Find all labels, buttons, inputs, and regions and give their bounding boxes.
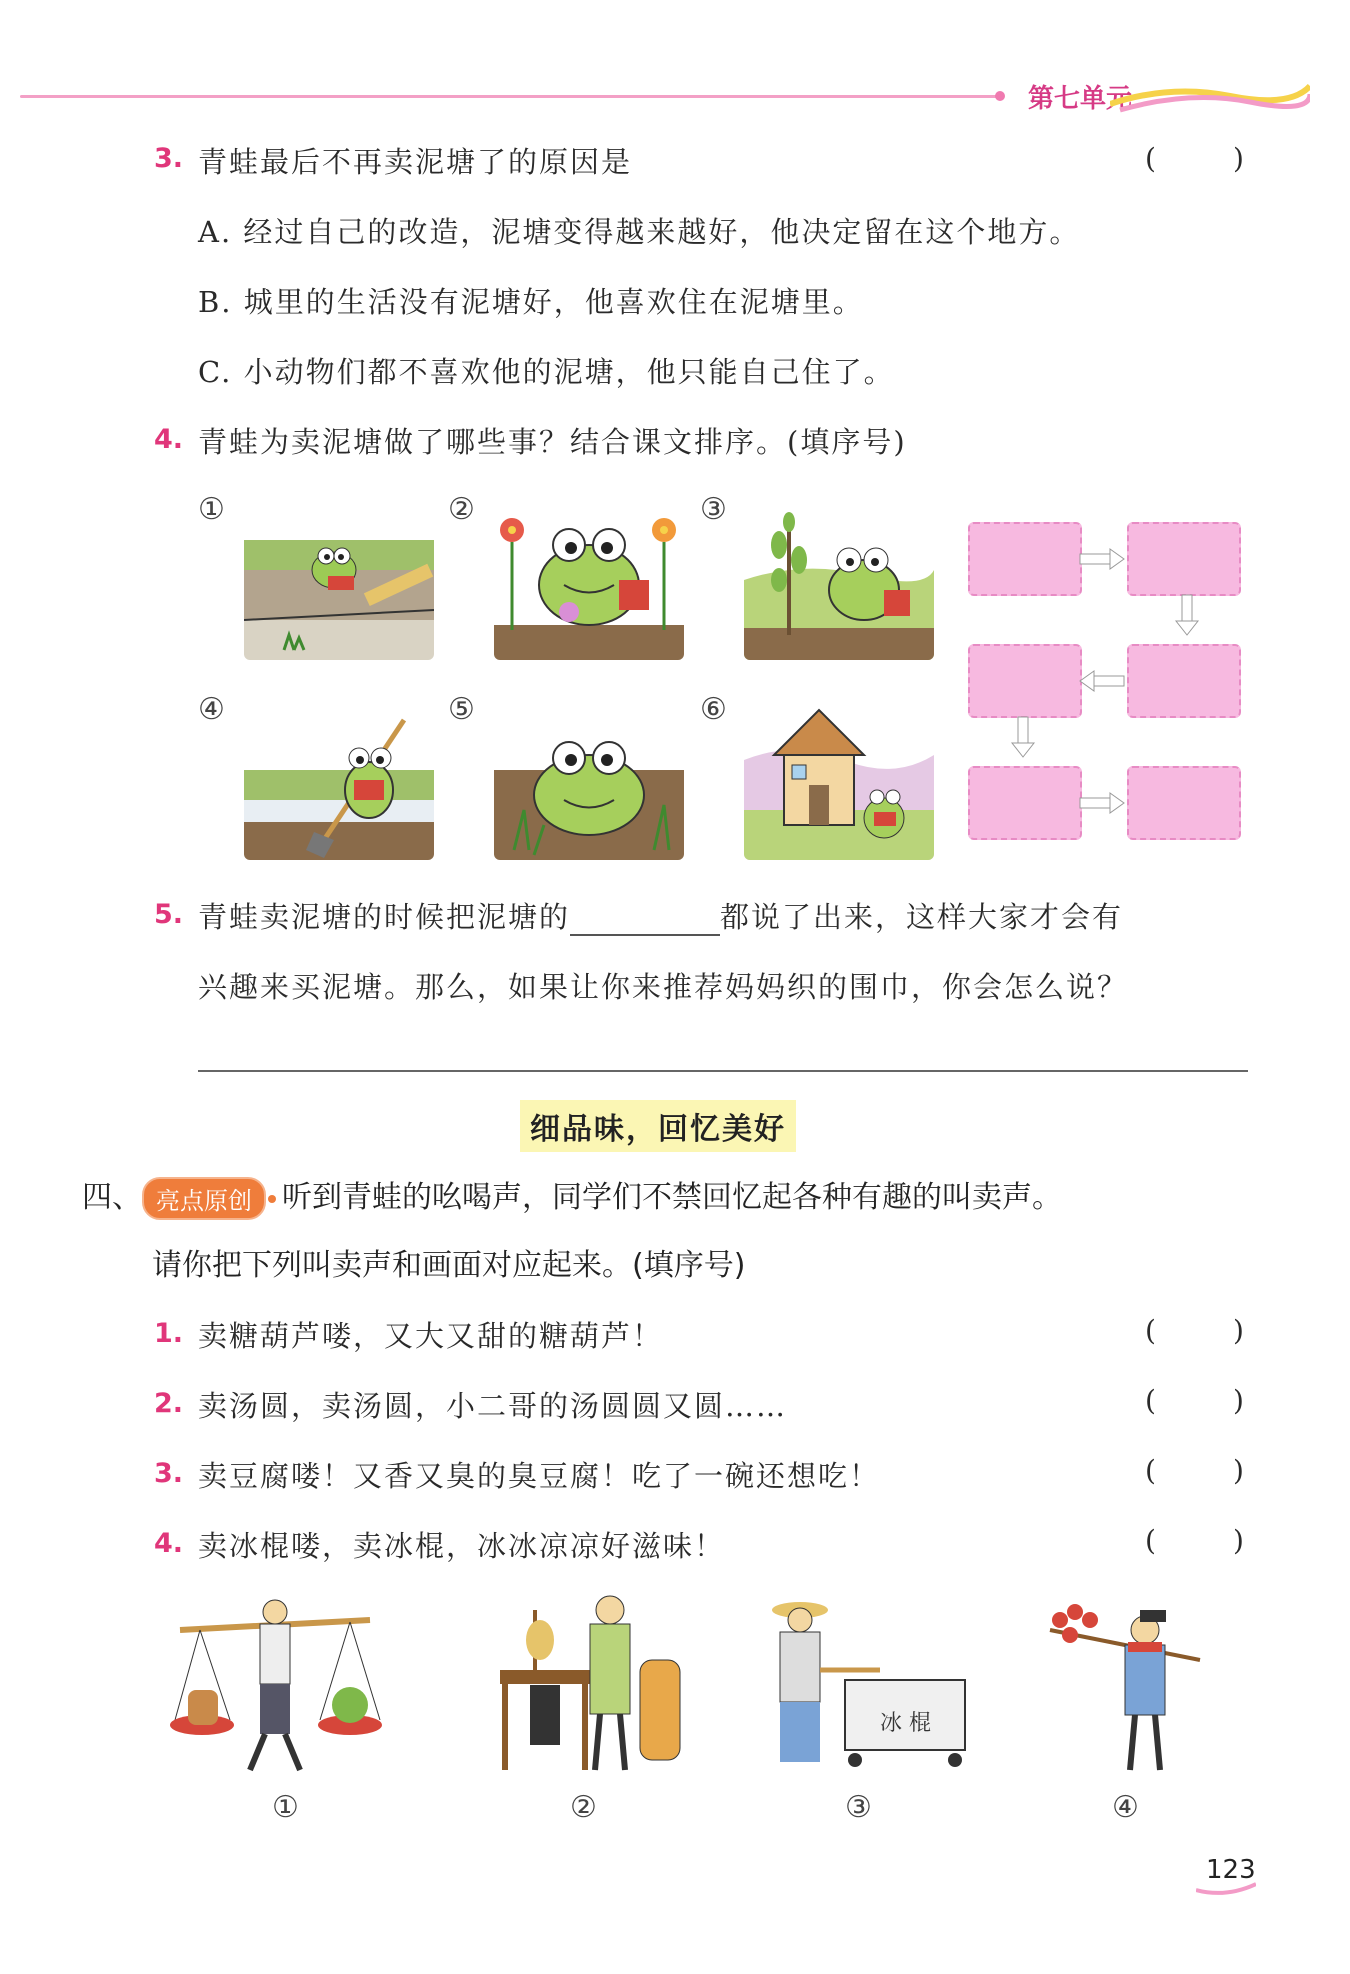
q4-text: 青蛙为卖泥塘做了哪些事？结合课文排序。(填序号) — [198, 425, 907, 459]
item-1-paren-close: ) — [1233, 1314, 1244, 1347]
q3-number: 3. — [154, 143, 184, 174]
q3-option-b: B. 城里的生活没有泥塘好，他喜欢住在泥塘里。 — [198, 285, 864, 319]
q4-number: 4. — [154, 424, 184, 455]
unit-label: 第七单元 — [1028, 84, 1133, 114]
frog-in-grass-icon — [494, 700, 684, 860]
vendor-popsicle-cart-icon — [750, 1590, 980, 1780]
item-3-paren-close: ) — [1233, 1454, 1244, 1487]
cart-label: 冰 棍 — [880, 1711, 931, 1736]
vendor-candied-haws-icon — [1020, 1590, 1250, 1780]
q5-text-after: 都说了出来，这样大家才会有 — [720, 900, 1124, 934]
frog-with-flowers-icon — [494, 500, 684, 660]
frog-planting-tree-icon — [744, 500, 934, 660]
part4-lead: 听到青蛙的吆喝声，同学们不禁回忆起各种有趣的叫卖声。 — [282, 1180, 1062, 1215]
item-3-paren-open[interactable]: ( — [1145, 1454, 1156, 1487]
pic-label-6: ⑥ — [700, 692, 727, 727]
sequence-arrows — [960, 515, 1250, 845]
item-3-text: 卖豆腐喽！又香又臭的臭豆腐！吃了一碗还想吃！ — [198, 1459, 881, 1493]
frog-digging-ditch-icon — [244, 500, 434, 660]
vendor-label-3: ③ — [845, 1790, 872, 1825]
q5-answer-blank[interactable] — [570, 900, 720, 936]
item-2-number: 2. — [154, 1388, 184, 1419]
item-1-number: 1. — [154, 1318, 184, 1349]
q5-number: 5. — [154, 899, 184, 930]
q5-text-before: 青蛙卖泥塘的时候把泥塘的 — [198, 900, 571, 934]
page-swoosh-icon — [1196, 1882, 1256, 1896]
original-badge: 亮点原创 — [142, 1177, 266, 1220]
header-dot — [995, 91, 1005, 101]
page-number: 123 — [1206, 1855, 1256, 1885]
arrow-right-icon — [1080, 793, 1124, 813]
arrow-down-icon — [1176, 595, 1198, 635]
item-2-paren-close: ) — [1233, 1384, 1244, 1417]
badge-dot-icon — [268, 1195, 276, 1203]
part4-lead-line — [82, 1172, 1062, 1220]
pic-label-1: ① — [198, 492, 225, 527]
q5-answer-line[interactable] — [198, 1070, 1248, 1072]
q5-line2: 兴趣来买泥塘。那么，如果让你来推荐妈妈织的围巾，你会怎么说？ — [198, 970, 1129, 1004]
pic-label-4: ④ — [198, 692, 225, 727]
item-4-number: 4. — [154, 1528, 184, 1559]
part4-lead2: 请你把下列叫卖声和画面对应起来。(填序号) — [152, 1248, 746, 1283]
q3-answer-paren-open[interactable]: ( — [1145, 142, 1156, 175]
item-1-text: 卖糖葫芦喽，又大又甜的糖葫芦！ — [198, 1319, 664, 1353]
vendor-carrying-pole-icon — [160, 1590, 390, 1780]
item-4-text: 卖冰棍喽，卖冰棍，冰冰凉凉好滋味！ — [198, 1529, 726, 1563]
pic-label-2: ② — [448, 492, 475, 527]
section-title: 细品味，回忆美好 — [520, 1100, 796, 1152]
item-4-paren-close: ) — [1233, 1524, 1244, 1557]
vendor-stall-icon — [480, 1590, 710, 1780]
swoosh-decoration-icon — [1110, 80, 1310, 120]
part4-number: 四、 — [82, 1180, 142, 1215]
q3-text: 青蛙最后不再卖泥塘了的原因是 — [198, 145, 633, 179]
arrow-right-icon — [1080, 549, 1124, 569]
frog-with-house-icon — [744, 700, 934, 860]
q5-line1 — [198, 895, 1123, 936]
vendor-label-4: ④ — [1112, 1790, 1139, 1825]
frog-with-shovel-icon — [244, 700, 434, 860]
vendor-label-1: ① — [272, 1790, 299, 1825]
item-2-paren-open[interactable]: ( — [1145, 1384, 1156, 1417]
item-3-number: 3. — [154, 1458, 184, 1489]
item-2-text: 卖汤圆，卖汤圆，小二哥的汤圆圆又圆…… — [198, 1389, 788, 1423]
q3-option-a: A. 经过自己的改造，泥塘变得越来越好，他决定留在这个地方。 — [198, 215, 1081, 249]
item-1-paren-open[interactable]: ( — [1145, 1314, 1156, 1347]
arrow-down-icon — [1012, 717, 1034, 757]
arrow-left-icon — [1080, 671, 1124, 691]
q3-option-c: C. 小动物们都不喜欢他的泥塘，他只能自己住了。 — [198, 355, 895, 389]
header-rule — [20, 95, 1000, 98]
item-4-paren-open[interactable]: ( — [1145, 1524, 1156, 1557]
pic-label-5: ⑤ — [448, 692, 475, 727]
vendor-label-2: ② — [570, 1790, 597, 1825]
q3-answer-paren-close: ) — [1233, 142, 1244, 175]
pic-label-3: ③ — [700, 492, 727, 527]
